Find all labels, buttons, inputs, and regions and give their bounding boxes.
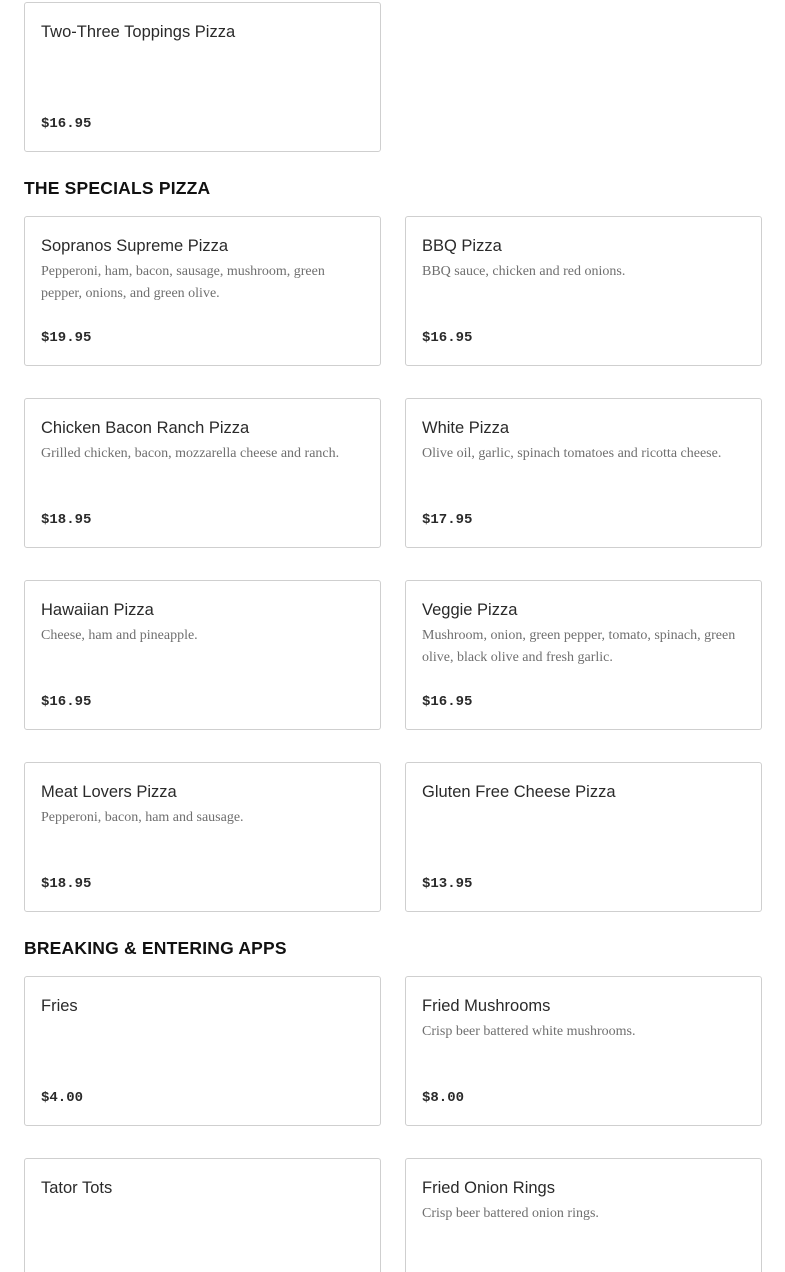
menu-item-name: Hawaiian Pizza [41,601,154,619]
menu-item-price: $4.00 [41,1090,84,1106]
menu-item-price: $18.95 [41,512,92,528]
menu-item-name: Chicken Bacon Ranch Pizza [41,419,250,437]
menu-item-description: Crisp beer battered white mushrooms. [422,1024,636,1039]
section-title-specials: THE SPECIALS PIZZA [24,178,211,198]
menu-item-description: Crisp beer battered onion rings. [422,1206,599,1221]
menu-item-price: $17.95 [422,512,473,528]
menu-item-card[interactable] [24,216,381,366]
menu-item-name: BBQ Pizza [422,237,502,255]
menu-item-description: Pepperoni, bacon, ham and sausage. [41,810,244,825]
menu-item-name: Fried Onion Rings [422,1179,555,1197]
menu-item-price: $8.00 [422,1090,465,1106]
menu-item-name: Fried Mushrooms [422,997,551,1015]
menu-item-description: BBQ sauce, chicken and red onions. [422,264,626,279]
menu-item-card[interactable] [405,580,762,730]
menu-item-price: $16.95 [422,694,473,710]
menu-item-price: $13.95 [422,876,473,892]
menu-item-card[interactable] [24,976,381,1126]
menu-item-name: White Pizza [422,419,510,437]
menu-item-name: Two-Three Toppings Pizza [41,23,236,41]
menu-item-card[interactable] [405,216,762,366]
menu-item-card[interactable] [24,580,381,730]
menu-item-card[interactable] [24,1158,381,1272]
menu-item-card[interactable] [24,762,381,912]
menu-item-description: Olive oil, garlic, spinach tomatoes and ricotta cheese. [422,446,722,461]
menu-item-price: $16.95 [41,694,92,710]
menu-item-name: Tator Tots [41,1179,113,1197]
menu-item-price: $19.95 [41,330,92,346]
menu-item-price: $16.95 [41,116,92,132]
menu-item-card[interactable] [405,398,762,548]
menu-item-name: Meat Lovers Pizza [41,783,177,801]
menu-item-card[interactable] [405,762,762,912]
menu-item-name: Gluten Free Cheese Pizza [422,783,616,801]
menu-item-description: Pepperoni, ham, bacon, sausage, mushroom, green pepper, onions, and green olive. [41,264,325,301]
menu-item-card[interactable] [405,976,762,1126]
menu-item-name: Veggie Pizza [422,601,518,619]
menu-item-card[interactable] [24,398,381,548]
menu-item-price: $16.95 [422,330,473,346]
menu-item-name: Fries [41,997,78,1015]
menu-item-description: Cheese, ham and pineapple. [41,628,198,643]
menu-item-card[interactable] [405,1158,762,1272]
menu-item-description: Grilled chicken, bacon, mozzarella cheese and ranch. [41,446,340,461]
menu-item-description: Mushroom, onion, green pepper, tomato, spinach, green olive, black olive and fresh garlic. [422,628,736,665]
menu-item-name: Sopranos Supreme Pizza [41,237,229,255]
menu-item-card[interactable] [24,2,381,152]
menu-item-price: $18.95 [41,876,92,892]
section-title-apps: BREAKING & ENTERING APPS [24,938,287,958]
